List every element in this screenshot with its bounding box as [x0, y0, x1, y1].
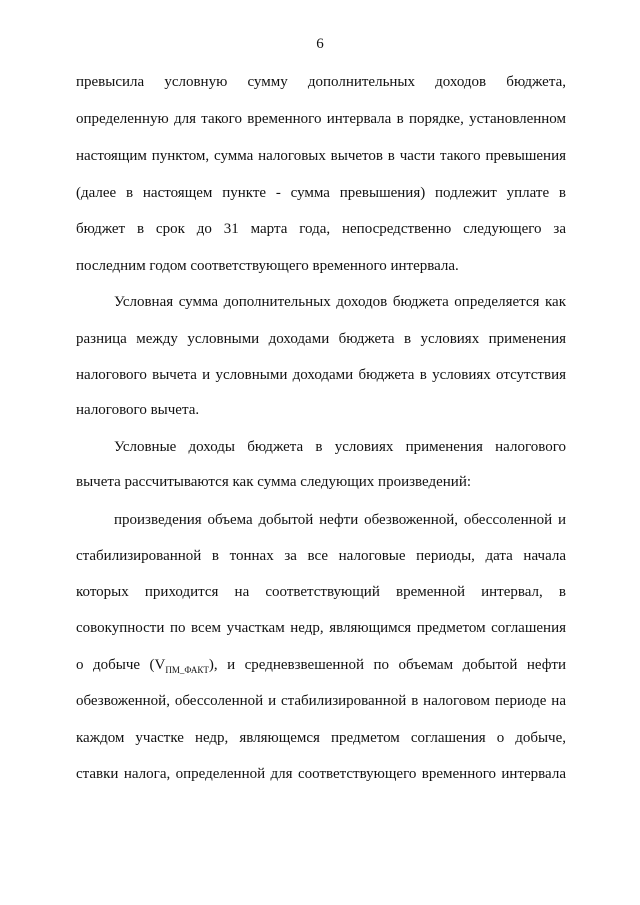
text-line-with-formula	[76, 655, 566, 675]
text-fragment: о добыче (V	[76, 657, 166, 673]
text-line: ставки налога, определенной для соответствующего временного интервала	[76, 766, 566, 782]
text-line: совокупности по всем участкам недр, являющимся предметом соглашения	[76, 620, 566, 636]
text-line: налогового вычета и условными доходами бюджета в условиях отсутствия	[76, 367, 566, 383]
page-number: 6	[316, 36, 324, 52]
text-line: (далее в настоящем пункте - сумма превышения) подлежит уплате в	[76, 185, 566, 201]
text-line: настоящим пунктом, сумма налоговых вычетов в части такого превышения	[76, 148, 566, 164]
text-line: определенную для такого временного интервала в порядке, установленном	[76, 111, 566, 127]
paragraph-first-line: Условная сумма дополнительных доходов бюджета определяется как	[114, 294, 566, 310]
text-line: последним годом соответствующего временного интервала.	[76, 258, 459, 274]
text-line: вычета рассчитываются как сумма следующих произведений:	[76, 474, 472, 490]
text-line: каждом участке недр, являющемся предметом соглашения о добыче,	[76, 730, 566, 746]
formula-subscript: ПМ_ФАКТ	[165, 665, 209, 675]
text-fragment: ), и средневзвешенной по объемам добытой нефти	[208, 657, 567, 673]
text-line: превысила условную сумму дополнительных доходов бюджета,	[76, 74, 566, 90]
paragraph-first-line: произведения объема добытой нефти обезвоженной, обессоленной и	[114, 512, 566, 528]
paragraph-first-line: Условные доходы бюджета в условиях применения налогового	[114, 439, 566, 455]
text-line: которых приходится на соответствующий временной интервал, в	[76, 584, 566, 600]
text-line: разница между условными доходами бюджета в условиях применения	[76, 331, 566, 347]
text-line: обезвоженной, обессоленной и стабилизированной в налоговом периоде на	[76, 693, 566, 709]
text-line: стабилизированной в тоннах за все налоговые периоды, дата начала	[76, 548, 566, 564]
text-line: налогового вычета.	[76, 402, 200, 418]
text-line: бюджет в срок до 31 марта года, непосредственно следующего за	[76, 221, 566, 237]
